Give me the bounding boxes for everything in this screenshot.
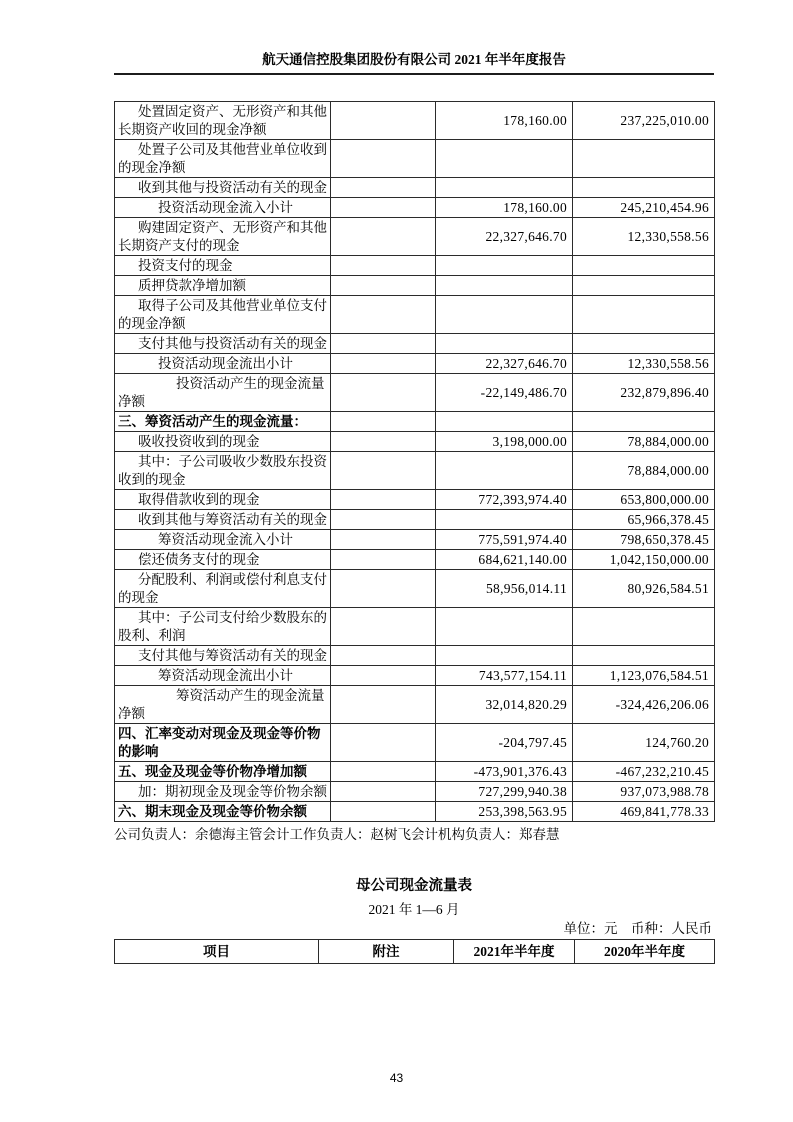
row-value-2020: 12,330,558.56 <box>573 218 715 256</box>
row-label: 吸收投资收到的现金 <box>115 432 331 452</box>
row-note <box>331 256 436 276</box>
table-row <box>115 510 715 530</box>
row-value-2021 <box>436 276 573 296</box>
row-value-2020: 78,884,000.00 <box>573 432 715 452</box>
table-row <box>115 724 715 762</box>
row-value-2020 <box>573 608 715 646</box>
row-value-2020: 937,073,988.78 <box>573 782 715 802</box>
row-note <box>331 686 436 724</box>
row-value-2020 <box>573 178 715 198</box>
column-header-2020: 2020年半年度 <box>575 940 715 964</box>
table-row <box>115 530 715 550</box>
row-label: 加：期初现金及现金等价物余额 <box>115 782 331 802</box>
table-row <box>115 550 715 570</box>
page-content <box>114 0 714 964</box>
table-row <box>115 452 715 490</box>
row-value-2021 <box>436 452 573 490</box>
row-value-2021: -473,901,376.43 <box>436 762 573 782</box>
row-value-2020 <box>573 140 715 178</box>
row-label: 分配股利、利润或偿付利息支付的现金 <box>115 570 331 608</box>
row-label: 处置子公司及其他营业单位收到的现金净额 <box>115 140 331 178</box>
row-value-2020 <box>573 412 715 432</box>
table-row <box>115 762 715 782</box>
row-value-2021: 22,327,646.70 <box>436 354 573 374</box>
row-note <box>331 608 436 646</box>
row-value-2020: 1,123,076,584.51 <box>573 666 715 686</box>
row-value-2021 <box>436 412 573 432</box>
row-note <box>331 412 436 432</box>
row-value-2021 <box>436 510 573 530</box>
table-row <box>115 256 715 276</box>
signatories-line: 公司负责人：余德海主管会计工作负责人：赵树飞会计机构负责人：郑春慧 <box>114 827 560 842</box>
table-row <box>115 296 715 334</box>
report-header-title: 航天通信控股集团股份有限公司 2021 年半年度报告 <box>114 52 714 75</box>
row-label: 质押贷款净增加额 <box>115 276 331 296</box>
row-note <box>331 782 436 802</box>
row-note <box>331 178 436 198</box>
row-note <box>331 218 436 256</box>
row-label: 筹资活动现金流入小计 <box>115 530 331 550</box>
row-note <box>331 666 436 686</box>
table-row <box>115 218 715 256</box>
table-row <box>115 432 715 452</box>
row-label: 收到其他与筹资活动有关的现金 <box>115 510 331 530</box>
row-value-2021: -204,797.45 <box>436 724 573 762</box>
row-note <box>331 802 436 822</box>
table-row <box>115 178 715 198</box>
row-value-2020: 469,841,778.33 <box>573 802 715 822</box>
row-value-2021: 178,160.00 <box>436 102 573 140</box>
row-value-2021 <box>436 296 573 334</box>
row-value-2020 <box>573 256 715 276</box>
row-note <box>331 334 436 354</box>
row-note <box>331 296 436 334</box>
row-note <box>331 102 436 140</box>
row-label: 投资支付的现金 <box>115 256 331 276</box>
page-number: 43 <box>389 1071 404 1085</box>
row-label: 其中：子公司支付给少数股东的股利、利润 <box>115 608 331 646</box>
parent-cash-flow-table-header <box>114 939 715 964</box>
table-row <box>115 140 715 178</box>
table-row <box>115 354 715 374</box>
row-label: 五、现金及现金等价物净增加额 <box>115 762 331 782</box>
row-note <box>331 570 436 608</box>
row-value-2020: 232,879,896.40 <box>573 374 715 412</box>
row-note <box>331 762 436 782</box>
row-value-2020: 237,225,010.00 <box>573 102 715 140</box>
row-label: 偿还债务支付的现金 <box>115 550 331 570</box>
row-value-2020: 78,884,000.00 <box>573 452 715 490</box>
row-label: 筹资活动现金流出小计 <box>115 666 331 686</box>
row-label: 筹资活动产生的现金流量净额 <box>115 686 331 724</box>
row-value-2021: 743,577,154.11 <box>436 666 573 686</box>
row-value-2021 <box>436 178 573 198</box>
row-note <box>331 490 436 510</box>
row-note <box>331 530 436 550</box>
column-header-2021: 2021年半年度 <box>454 940 575 964</box>
row-label: 支付其他与筹资活动有关的现金 <box>115 646 331 666</box>
row-label: 支付其他与投资活动有关的现金 <box>115 334 331 354</box>
table-row <box>115 686 715 724</box>
row-label: 投资活动产生的现金流量净额 <box>115 374 331 412</box>
column-header-note: 附注 <box>319 940 454 964</box>
row-value-2021: 32,014,820.29 <box>436 686 573 724</box>
table-row <box>115 334 715 354</box>
table-row <box>115 802 715 822</box>
row-value-2021: 3,198,000.00 <box>436 432 573 452</box>
row-note <box>331 452 436 490</box>
table-row <box>115 782 715 802</box>
row-note <box>331 374 436 412</box>
row-label: 六、期末现金及现金等价物余额 <box>115 802 331 822</box>
column-header-item: 项目 <box>115 940 319 964</box>
row-value-2021 <box>436 646 573 666</box>
row-value-2021: 772,393,974.40 <box>436 490 573 510</box>
row-label: 三、筹资活动产生的现金流量： <box>115 412 331 432</box>
row-value-2021 <box>436 608 573 646</box>
row-value-2021: 58,956,014.11 <box>436 570 573 608</box>
parent-statement-unit: 单位：元 币种：人民币 <box>563 921 712 936</box>
row-value-2020: 124,760.20 <box>573 724 715 762</box>
table-row <box>115 374 715 412</box>
table-row <box>115 490 715 510</box>
table-row <box>115 570 715 608</box>
row-note <box>331 724 436 762</box>
table-row <box>115 666 715 686</box>
row-value-2020: 1,042,150,000.00 <box>573 550 715 570</box>
table-row <box>115 608 715 646</box>
parent-statement-period: 2021 年 1—6 月 <box>368 902 460 917</box>
row-value-2021: 775,591,974.40 <box>436 530 573 550</box>
row-label: 其中：子公司吸收少数股东投资收到的现金 <box>115 452 331 490</box>
row-note <box>331 510 436 530</box>
table-row <box>115 646 715 666</box>
main-table-body <box>115 102 715 822</box>
row-value-2021: 684,621,140.00 <box>436 550 573 570</box>
row-note <box>331 140 436 178</box>
row-value-2020 <box>573 296 715 334</box>
row-value-2021 <box>436 140 573 178</box>
row-note <box>331 354 436 374</box>
row-value-2020: 798,650,378.45 <box>573 530 715 550</box>
row-value-2020 <box>573 646 715 666</box>
row-note <box>331 646 436 666</box>
row-value-2020: 65,966,378.45 <box>573 510 715 530</box>
row-note <box>331 432 436 452</box>
parent-statement-title: 母公司现金流量表 <box>356 878 472 894</box>
cash-flow-table <box>114 101 715 822</box>
row-value-2020: -467,232,210.45 <box>573 762 715 782</box>
row-value-2021: 253,398,563.95 <box>436 802 573 822</box>
row-value-2021: -22,149,486.70 <box>436 374 573 412</box>
row-value-2020: 245,210,454.96 <box>573 198 715 218</box>
row-label: 收到其他与投资活动有关的现金 <box>115 178 331 198</box>
row-note <box>331 276 436 296</box>
table-row <box>115 276 715 296</box>
row-label: 取得借款收到的现金 <box>115 490 331 510</box>
row-value-2020: 12,330,558.56 <box>573 354 715 374</box>
row-value-2020 <box>573 334 715 354</box>
table-row <box>115 198 715 218</box>
row-label: 投资活动现金流出小计 <box>115 354 331 374</box>
row-value-2021: 727,299,940.38 <box>436 782 573 802</box>
row-label: 购建固定资产、无形资产和其他长期资产支付的现金 <box>115 218 331 256</box>
row-label: 取得子公司及其他营业单位支付的现金净额 <box>115 296 331 334</box>
row-note <box>331 198 436 218</box>
parent-table-header-row <box>115 940 715 964</box>
row-value-2021: 22,327,646.70 <box>436 218 573 256</box>
row-value-2021: 178,160.00 <box>436 198 573 218</box>
row-value-2021 <box>436 256 573 276</box>
row-label: 处置固定资产、无形资产和其他长期资产收回的现金净额 <box>115 102 331 140</box>
row-value-2020: -324,426,206.06 <box>573 686 715 724</box>
table-row <box>115 102 715 140</box>
row-label: 四、汇率变动对现金及现金等价物的影响 <box>115 724 331 762</box>
row-note <box>331 550 436 570</box>
row-value-2020: 653,800,000.00 <box>573 490 715 510</box>
row-label: 投资活动现金流入小计 <box>115 198 331 218</box>
row-value-2020 <box>573 276 715 296</box>
row-value-2020: 80,926,584.51 <box>573 570 715 608</box>
table-row <box>115 412 715 432</box>
row-value-2021 <box>436 334 573 354</box>
